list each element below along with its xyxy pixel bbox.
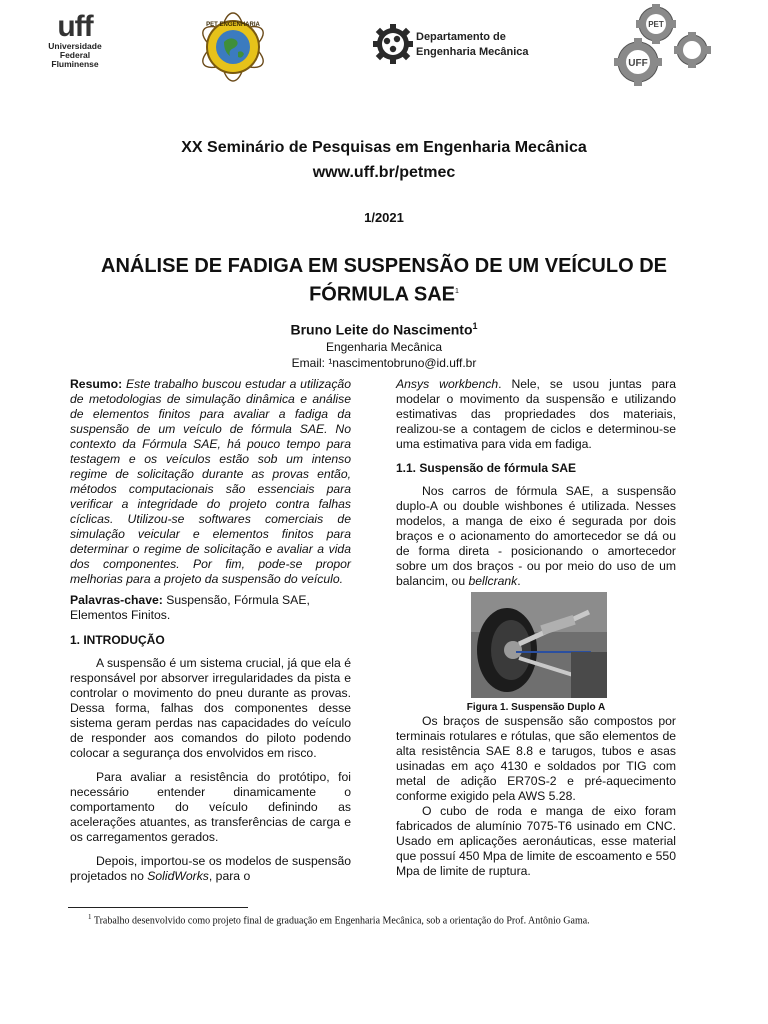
- intro-paragraph-3: [70, 854, 351, 884]
- right-column-lower: [396, 714, 676, 885]
- suspension-paragraph-italic: bellcrank: [468, 574, 518, 588]
- suspension-paragraph: [396, 484, 676, 589]
- dept-gear-icon: [372, 24, 416, 64]
- uff-logo: [38, 12, 112, 69]
- intro-paragraph-3-italic: SolidWorks: [147, 869, 209, 883]
- intro-paragraph-2: Para avaliar a resistência do protótipo, foi necessário entender dinamicamente o comportamento do veículo definindo as acelerações atuantes, as transferências de carga e os carregamentos gerados.: [70, 770, 351, 844]
- abstract-text: Este trabalho buscou estudar a utilização de metodologias de simulação dinâmica e análise de elementos finitos para avaliar a fadiga da suspensão de um veículo de fórmula SAE. No contexto da Fórmula SAE, há pouco tempo para testagem e os veículos estão sob um intenso regime de solicitação durante as provas então, métodos computacionais são essenciais para verificar a integridade do projeto contra falhas cíclicas. Utilizou-se softwares comerciais de simulação veicular e elementos finitos para determinar o regime de solicitação e avaliar a vida dos componentes. Por fim, pode-se propor melhorias para a projeto da suspensão do veículo.: [70, 377, 351, 586]
- uff-name-line: Universidade: [48, 41, 102, 51]
- section-heading-suspension: 1.1. Suspensão de fórmula SAE: [396, 461, 577, 475]
- petmec-gears-logo: [614, 4, 714, 88]
- author-name: [0, 321, 768, 338]
- conference-url[interactable]: www.uff.br/petmec: [312, 164, 456, 181]
- keywords: [70, 593, 351, 623]
- right-column: [396, 377, 676, 595]
- keywords-label: Palavras-chave:: [70, 593, 163, 607]
- uff-name-line: Fluminense: [51, 59, 99, 69]
- arms-paragraph: Os braços de suspensão são compostos por terminais rotulares e rótulas, que são elementos de alta resistência SAE 8.8 e tarugos, tubos e asas usinadas em aço 4130 e soldados por TIG com metal de adição ER70S-2 e pré-aquecimento conforme exigido pela AWS 5.28.: [396, 714, 676, 803]
- footnote: [88, 913, 590, 926]
- paper-title: [60, 254, 708, 308]
- footnote-text: Trabalho desenvolvido como projeto final de graduação em Engenharia Mecânica, sob a orientação do Prof. Antônio Gama.: [91, 915, 590, 927]
- continued-italic: Ansys workbench: [396, 377, 499, 391]
- section-heading-introduction: 1. INTRODUÇÃO: [70, 633, 165, 647]
- dept-line: Departamento de: [416, 31, 506, 43]
- gear-label-uff: UFF: [628, 58, 648, 69]
- intro-paragraph-3-a: Depois, importou-se os modelos de suspensão projetados no: [70, 854, 351, 883]
- gear-label-pet: PET: [648, 20, 664, 29]
- paper-title-line2: FÓRMULA SAE: [309, 283, 455, 306]
- left-column: [70, 377, 351, 890]
- conference-title: XX Seminário de Pesquisas em Engenharia Mecânica: [181, 139, 587, 156]
- dept-line: Engenharia Mecânica: [416, 46, 529, 58]
- continued-paragraph: [396, 377, 676, 452]
- abstract: [70, 377, 351, 587]
- dept-name: [416, 30, 529, 60]
- paper-title-line1: ANÁLISE DE FADIGA EM SUSPENSÃO DE UM VEÍCULO DE: [101, 255, 667, 277]
- pet-emblem-text: PET ENGENHARIA: [206, 22, 260, 28]
- intro-paragraph-1: A suspensão é um sistema crucial, já que ela é responsável por absorver irregularidades da pista e controlar o movimento do pneu durante as provas. Dessa forma, falhas dos componentes desse sistema geram perdas nas capacidades do veículo de responder aos comandos do piloto podendo colocar a segurança dos envolvidos em risco.: [70, 656, 351, 760]
- abstract-label: Resumo:: [70, 377, 123, 391]
- keywords-text: Suspensão, Fórmula SAE, Elementos Finitos.: [70, 593, 310, 622]
- pet-emblem-logo: [196, 10, 270, 84]
- issue-number: 1/2021: [364, 210, 404, 225]
- suspension-photo: [471, 592, 607, 698]
- suspension-paragraph-b: .: [517, 574, 521, 588]
- author-name-text: Bruno Leite do Nascimento: [290, 321, 473, 338]
- intro-paragraph-3-b: , para o: [208, 869, 251, 883]
- footnote-marker: 1: [88, 913, 92, 921]
- hub-paragraph: O cubo de roda e manga de eixo foram fabricados de alumínio 7075-T6 usinado em CNC. Usado em aplicações aeronáuticas, esse material que possuí 450 Mpa de limite de escoamento e 550 Mpa de limite de ruptura.: [396, 804, 676, 878]
- continued-text: . Nele, se usou juntas para modelar o movimento da suspensão e utilizando estimativas das propriedades dos materiais, realizou-se a contagem de ciclos e determinou-se uma estimativa para vida em fadiga.: [396, 377, 677, 451]
- author-affiliation: Engenharia Mecânica: [325, 340, 443, 354]
- suspension-paragraph-a: Nos carros de fórmula SAE, a suspensão duplo-A ou double wishbones é utilizada. Nesses modelos, a manga de eixo é segurada por dois braços e o acionamento do amortecedor se dá ou de forma direta - posicionando o amortecedor sobre um dos braços - ou por meio do uso de um balancim, ou: [396, 484, 676, 588]
- figure-caption: Figura 1. Suspensão Duplo A: [466, 702, 606, 713]
- uff-logo-mark: uff: [57, 10, 93, 43]
- uff-name-line: Federal: [59, 50, 91, 60]
- author-email[interactable]: Email: ¹nascimentobruno@id.uff.br: [291, 356, 477, 370]
- footnote-divider: [68, 907, 248, 908]
- title-footnote-marker[interactable]: 1: [455, 288, 459, 295]
- author-sup: 1: [472, 321, 478, 331]
